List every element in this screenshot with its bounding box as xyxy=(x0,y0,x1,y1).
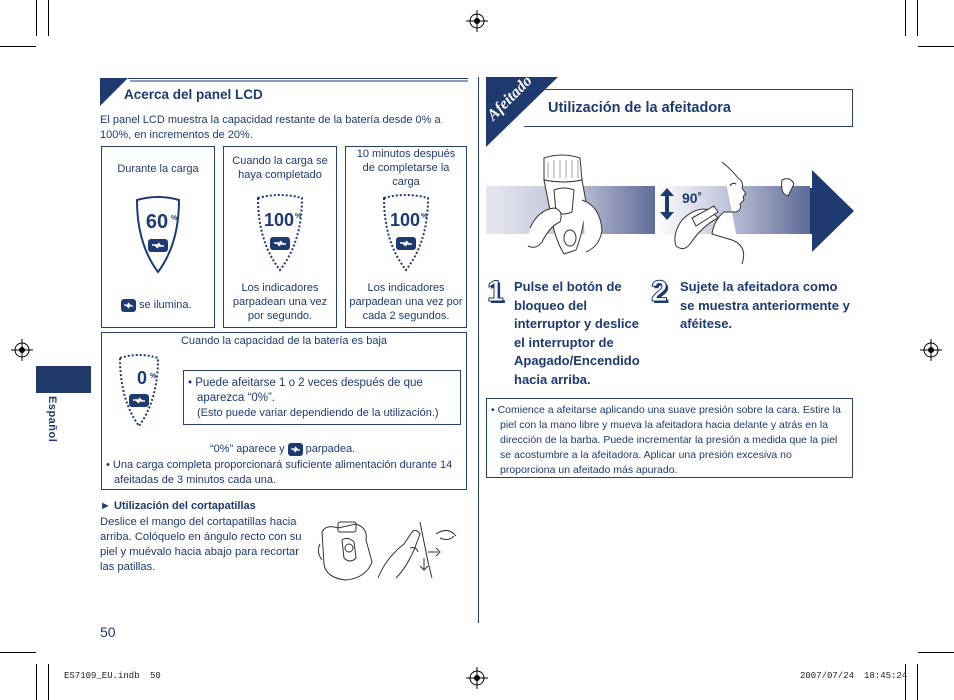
lcd-display-100-icon xyxy=(380,194,432,274)
note-line-1: • Puede afeitarse 1 o 2 veces después de que xyxy=(188,377,423,389)
svg-text:%: % xyxy=(171,215,178,222)
lcd-value: 100 xyxy=(263,210,295,230)
angle-label: 90˚ xyxy=(682,190,703,206)
section-title: Utilización de la afeitadora xyxy=(548,100,731,116)
step-1-number: 1 xyxy=(487,275,504,308)
lcd-value: 60 xyxy=(145,211,169,233)
note-line-2: aparezca “0%”. xyxy=(197,392,275,404)
step-2-number: 2 xyxy=(651,275,668,308)
step-2-text: Sujete la afeitadora como se muestra anteriormente y aféitese. xyxy=(680,279,850,331)
tip-text: • Comience a afeitarse aplicando una suave presión sobre la cara. Estire la piel con la mano libre y mueva la afeitadora hacia delante y atrás en la dirección de la barba. Puede incrementar la presión a medida que la piel se acostumbre a la afeitadora. Aplicar una presión excesiva no proporciona un afeitado más apurado. xyxy=(491,404,841,476)
panel-charging-header: Durante la carga xyxy=(117,163,199,175)
charge-plug-icon xyxy=(288,443,303,456)
language-tab xyxy=(36,366,91,393)
registration-mark-right-icon xyxy=(920,339,942,361)
svg-text:%: % xyxy=(421,213,428,220)
trimmer-illustration xyxy=(316,518,472,582)
lcd-display-100-icon xyxy=(254,194,306,274)
language-tab-label: Español xyxy=(46,396,58,443)
step-1-text: Pulse el botón de bloqueo del interruptor y deslice el interruptor de Apagado/Encendido hacia arriba. xyxy=(514,279,640,387)
note-line-3: (Esto puede variar dependiendo de la utilización.) xyxy=(197,407,439,419)
panel-after-10min-header: 10 minutos después de completarse la carga xyxy=(356,148,456,188)
lcd-intro: El panel LCD muestra la capacidad restante de la batería desde 0% a 100%, en incrementos de 20%. xyxy=(100,114,441,141)
trimmer-text: Deslice el mango del cortapatillas hacia arriba. Colóquelo en ángulo recto con su piel y muévalo hacia abajo para recortar las patillas. xyxy=(100,516,302,573)
registration-mark-top-icon xyxy=(466,10,488,32)
face-shaving-illustration xyxy=(662,160,802,264)
footer-time: 18:45:24 xyxy=(864,671,908,681)
registration-mark-bottom-icon xyxy=(466,667,488,689)
panel-low-battery-header: Cuando la capacidad de la batería es baja xyxy=(180,335,388,347)
panel-after-10min-footer: Los indicadores parpadean una vez por cada 2 segundos. xyxy=(349,282,463,322)
trimmer-title: ► Utilización del cortapatillas xyxy=(100,500,256,512)
lcd-display-0-icon xyxy=(116,354,162,430)
registration-mark-left-icon xyxy=(11,339,33,361)
panel-complete-header: Cuando la carga se haya completado xyxy=(232,155,328,181)
panel-complete-footer: Los indicadores parpadean una vez por segundo. xyxy=(232,282,328,322)
column-divider xyxy=(478,77,479,623)
shaver-hand-illustration xyxy=(520,150,630,260)
lcd-display-60-icon xyxy=(133,196,183,276)
blink-line: “0%” aparece y parpadea. xyxy=(210,443,356,455)
lcd-value: 0 xyxy=(136,368,148,388)
footer-file: ES7109_EU.indb xyxy=(64,671,140,681)
lcd-section-title: Acerca del panel LCD xyxy=(124,87,263,102)
svg-text:%: % xyxy=(150,373,157,380)
low-battery-note-text xyxy=(188,376,460,421)
svg-text:%: % xyxy=(295,213,302,220)
panel-charging-footer: se ilumina. xyxy=(121,298,192,313)
lcd-value: 100 xyxy=(389,210,421,230)
full-charge-bullet: • Una carga completa proporcionará suficiente alimentación durante 14 afeitadas de 3 minutos cada una. xyxy=(106,459,453,486)
footer-date: 2007/07/24 xyxy=(800,671,855,681)
next-arrow-icon xyxy=(808,170,854,252)
footer-file-page: 50 xyxy=(150,671,161,681)
charge-plug-icon xyxy=(121,299,136,312)
page-number: 50 xyxy=(100,624,116,640)
section-corner-label: Afeitado xyxy=(484,72,536,125)
